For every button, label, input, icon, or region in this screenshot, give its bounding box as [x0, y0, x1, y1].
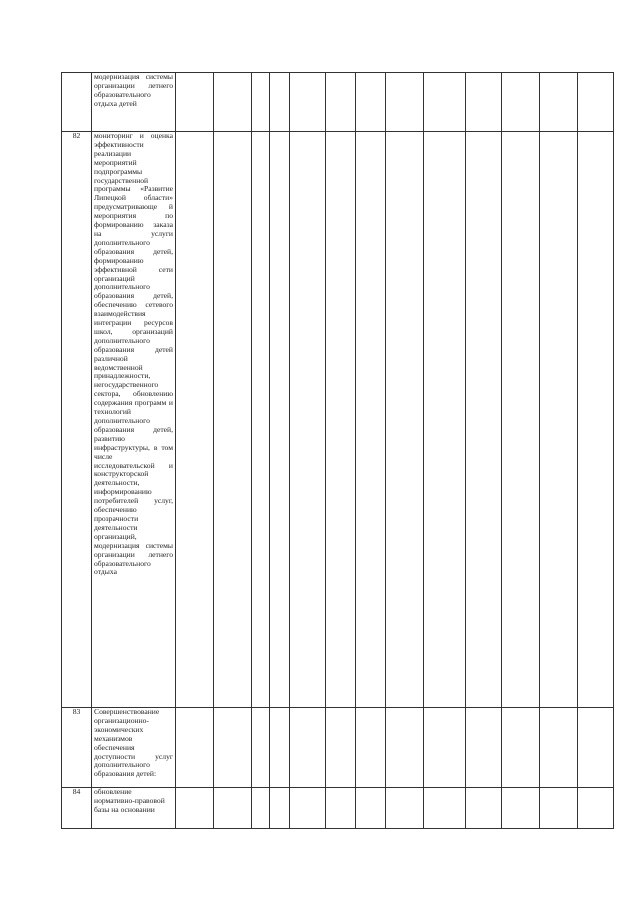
empty-cell — [424, 132, 466, 708]
row-number: 83 — [62, 708, 92, 788]
empty-cell — [578, 708, 614, 788]
empty-cell — [424, 73, 466, 132]
empty-cell — [252, 132, 270, 708]
empty-cell — [326, 132, 356, 708]
empty-cell — [214, 132, 252, 708]
empty-cell — [356, 73, 386, 132]
empty-cell — [270, 788, 290, 829]
empty-cell — [356, 708, 386, 788]
empty-cell — [270, 132, 290, 708]
empty-cell — [326, 73, 356, 132]
empty-cell — [424, 788, 466, 829]
empty-cell — [326, 708, 356, 788]
row-description: Совершенствование организационно-экономических механизмов обеспечения доступности услуг дополнительного образования детей: — [92, 708, 176, 788]
row-number — [62, 73, 92, 132]
empty-cell — [578, 73, 614, 132]
empty-cell — [540, 708, 578, 788]
empty-cell — [326, 788, 356, 829]
empty-cell — [252, 788, 270, 829]
row-description: мониторинг и оценка эффективности реализации мероприятий подпрограммы государственной программы «Развитие Липецкой области» предусматривающе й мероприятия по формированию заказа на услуги дополнительного образования детей, формированию эффективной сети организаций дополнительного образования детей, обеспечению сетевого взаимодействия интеграции ресурсов школ, организаций дополнительного образования детей различной ведомственной принадлежности, негосударственного сектора, обновлению содержания программ и технологий дополнительного образования детей, развитию инфраструктуры, в том числе исследовательской и конструкторской деятельности, информированию потребителей услуг, обеспечению прозрачности деятельности организаций, модернизация системы организации летнего образовательного отдыха — [92, 132, 176, 708]
empty-cell — [540, 788, 578, 829]
empty-cell — [290, 708, 326, 788]
empty-cell — [214, 788, 252, 829]
empty-cell — [502, 73, 540, 132]
empty-cell — [176, 73, 214, 132]
empty-cell — [466, 132, 502, 708]
empty-cell — [386, 132, 424, 708]
empty-cell — [252, 708, 270, 788]
empty-cell — [356, 132, 386, 708]
empty-cell — [502, 708, 540, 788]
empty-cell — [270, 73, 290, 132]
empty-cell — [540, 73, 578, 132]
table-row — [62, 73, 614, 132]
row-description: обновление нормативно-правовой базы на основании — [92, 788, 176, 829]
empty-cell — [290, 132, 326, 708]
empty-cell — [214, 708, 252, 788]
empty-cell — [176, 708, 214, 788]
empty-cell — [578, 788, 614, 829]
row-number: 84 — [62, 788, 92, 829]
row-number: 82 — [62, 132, 92, 708]
empty-cell — [386, 73, 424, 132]
empty-cell — [466, 788, 502, 829]
empty-cell — [290, 73, 326, 132]
empty-cell — [386, 788, 424, 829]
empty-cell — [502, 132, 540, 708]
document-table — [61, 72, 614, 829]
empty-cell — [290, 788, 326, 829]
empty-cell — [424, 708, 466, 788]
table-row — [62, 708, 614, 788]
empty-cell — [214, 73, 252, 132]
empty-cell — [252, 73, 270, 132]
table-row — [62, 788, 614, 829]
empty-cell — [386, 708, 424, 788]
row-description: модернизация системы организации летнего образовательного отдыха детей — [92, 73, 176, 132]
empty-cell — [270, 708, 290, 788]
empty-cell — [502, 788, 540, 829]
empty-cell — [356, 788, 386, 829]
empty-cell — [466, 73, 502, 132]
empty-cell — [540, 132, 578, 708]
empty-cell — [176, 132, 214, 708]
empty-cell — [578, 132, 614, 708]
empty-cell — [466, 708, 502, 788]
empty-cell — [176, 788, 214, 829]
table-row — [62, 132, 614, 708]
